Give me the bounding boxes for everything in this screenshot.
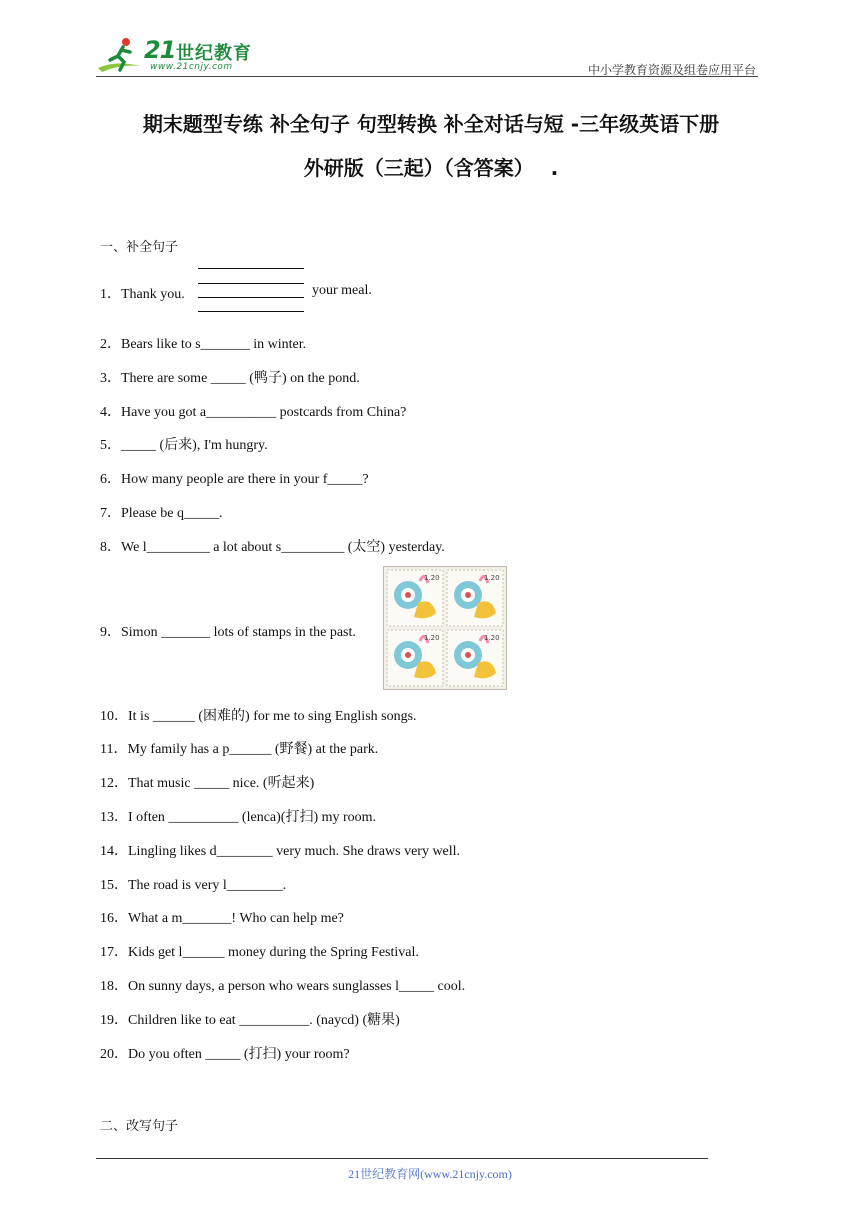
question-item: 17．Kids get l______ money during the Spring Festival. [100, 945, 419, 960]
question-item: 15．The road is very l________. [100, 878, 287, 893]
logo-chinese-name: 世纪教育 [176, 43, 252, 64]
header-divider [96, 76, 758, 77]
rabbit-stamp-icon [387, 630, 443, 686]
stamp-sheet-image [383, 566, 507, 690]
rabbit-stamp-icon [387, 570, 443, 626]
question-item: 3．There are some _____ (鸭子) on the pond. [100, 371, 360, 386]
svg-text:1.20: 1.20 [484, 574, 500, 582]
answer-blank-line [198, 297, 304, 298]
svg-text:1.20: 1.20 [484, 634, 500, 642]
runner-logo-icon [96, 36, 146, 76]
logo-number: 21 [144, 36, 176, 64]
svg-text:1.20: 1.20 [424, 574, 440, 582]
question-item: 19．Children like to eat __________. (naycd) (糖果) [100, 1013, 400, 1028]
site-logo[interactable] [96, 36, 266, 78]
question-item: 8．We l_________ a lot about s_________ (太空) yesterday. [100, 540, 445, 555]
question-item: 2．Bears like to s_______ in winter. [100, 337, 307, 352]
question-1-text: 1．Thank you. [100, 287, 185, 302]
footer-link[interactable]: 21世纪教育网(www.21cnjy.com) [348, 1167, 512, 1181]
answer-blank-line [198, 283, 304, 284]
question-1-tail: your meal. [312, 283, 372, 298]
header-tagline: 中小学教育资源及组卷应用平台 [587, 63, 756, 77]
document-title-line1: 期末题型专练 补全句子 句型转换 补全对话与短 -三年级英语下册 [142, 112, 720, 136]
question-item: 20．Do you often _____ (打扫) your room? [100, 1047, 350, 1062]
footer-divider [96, 1158, 708, 1159]
question-item: 12．That music _____ nice. (听起来) [100, 776, 315, 791]
question-item: 6．How many people are there in your f_____? [100, 472, 369, 487]
question-item: 10．It is ______ (困难的) for me to sing English songs. [100, 709, 417, 724]
rabbit-stamp-icon [447, 630, 503, 686]
question-item: 11．My family has a p______ (野餐) at the park. [100, 742, 379, 757]
question-item: 7．Please be q_____. [100, 506, 223, 521]
question-item: 9．Simon _______ lots of stamps in the past. [100, 625, 356, 640]
rabbit-stamp-icon [447, 570, 503, 626]
logo-url: www.21cnjy.com [150, 62, 233, 72]
answer-blank-line [198, 268, 304, 269]
section-heading-1: 一、补全句子 [100, 240, 179, 255]
answer-blank-line [198, 311, 304, 312]
document-title-line2: 外研版（三起）（含答案） . [303, 156, 559, 180]
page-header [0, 0, 860, 80]
question-item: 18．On sunny days, a person who wears sunglasses l_____ cool. [100, 979, 466, 994]
question-item: 5．_____ (后来), I'm hungry. [100, 438, 268, 453]
svg-text:1.20: 1.20 [424, 634, 440, 642]
question-item: 14．Lingling likes d________ very much. She draws very well. [100, 844, 461, 859]
question-item: 16．What a m_______! Who can help me? [100, 911, 344, 926]
section-heading-2: 二、改写句子 [100, 1119, 179, 1134]
question-item: 4．Have you got a__________ postcards from China? [100, 405, 407, 420]
question-item: 13．I often __________ (lenca)(打扫) my room. [100, 810, 377, 825]
